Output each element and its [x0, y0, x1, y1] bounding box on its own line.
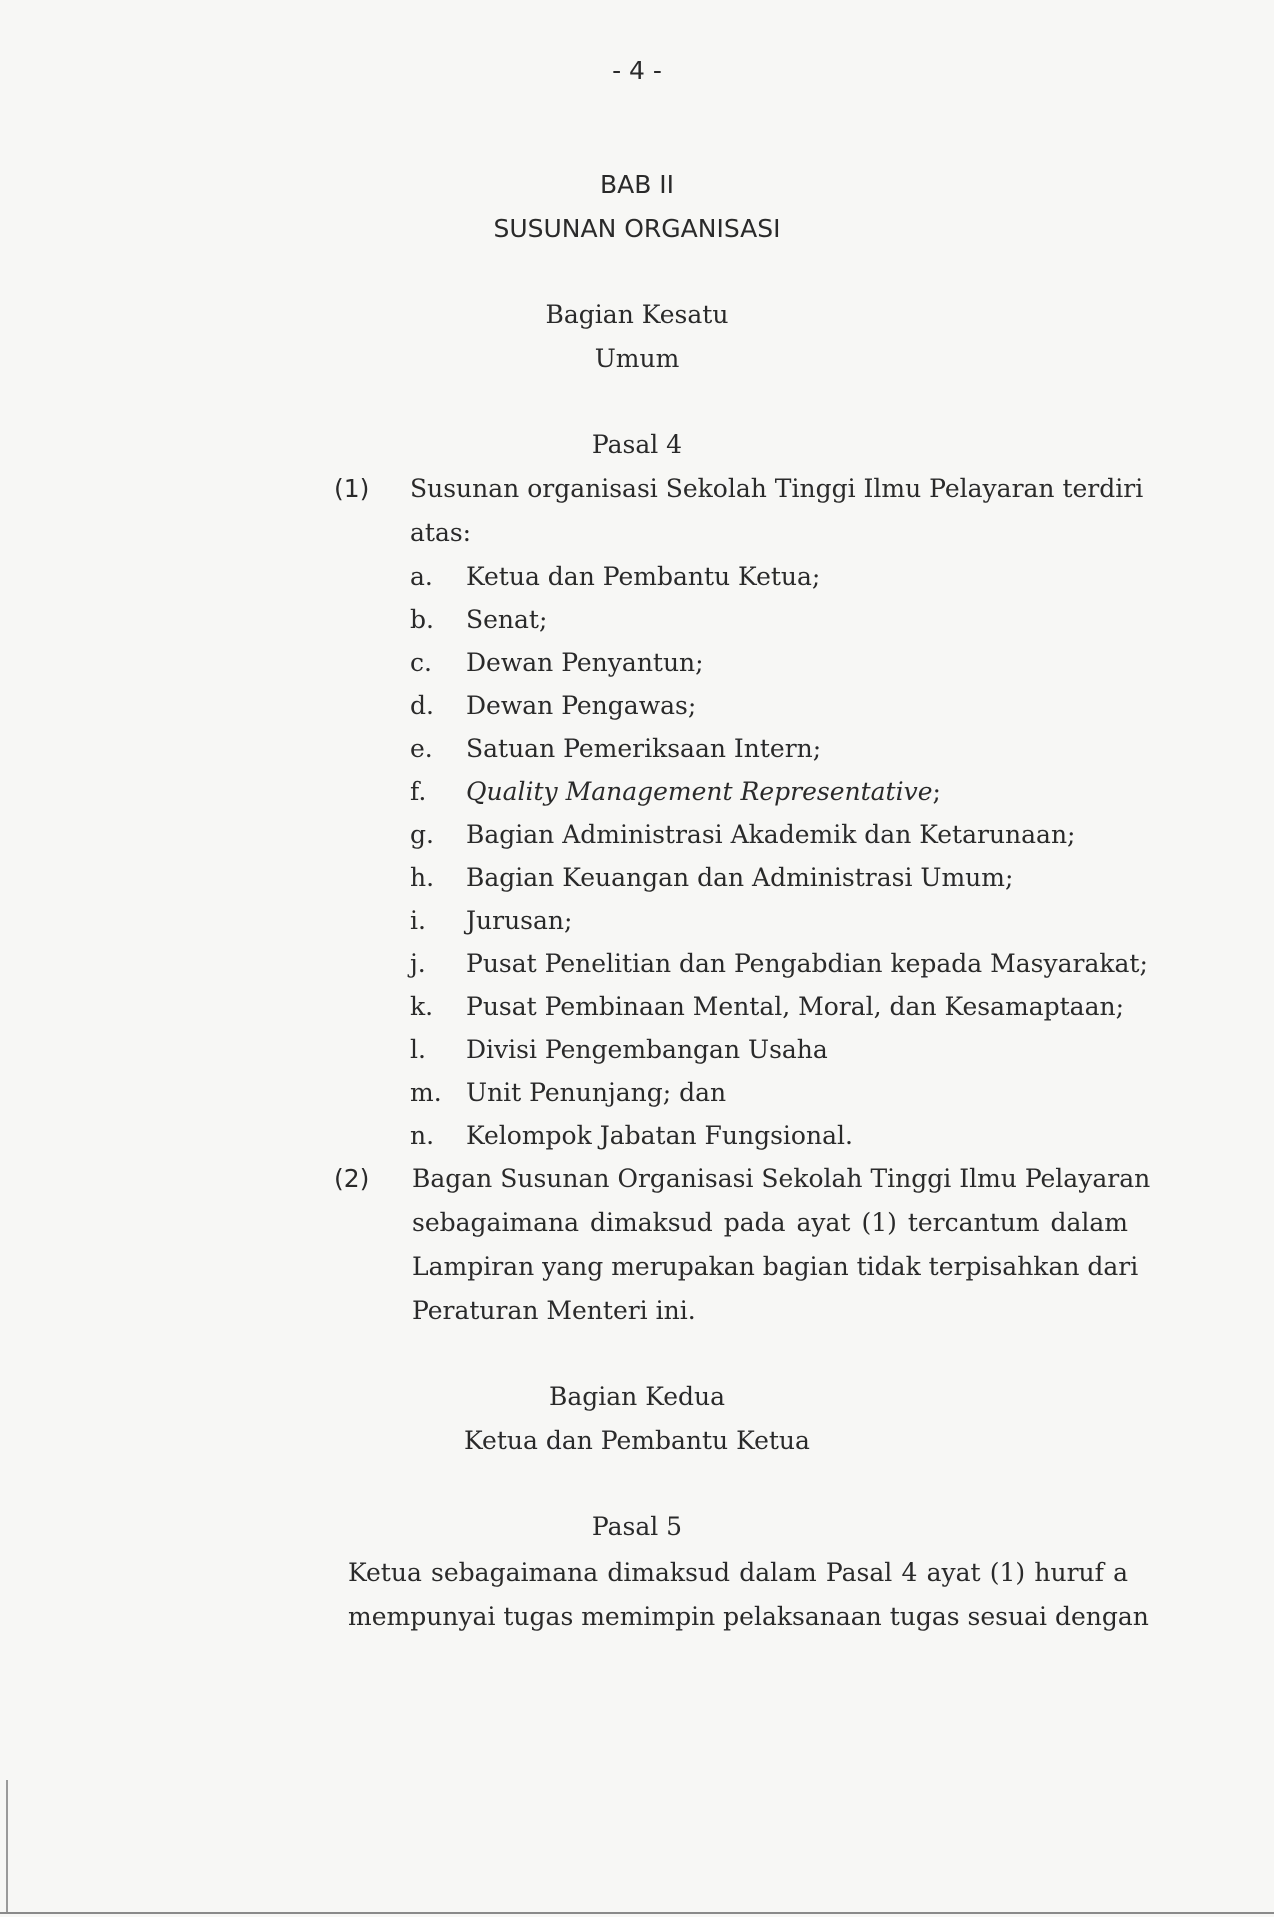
list-item: Pusat Penelitian dan Pengabdian kepada Masyarakat;: [466, 949, 1148, 978]
list-item: [466, 777, 941, 807]
list-item: Bagian Administrasi Akademik dan Ketarunaan;: [466, 820, 1076, 849]
list-letter: i.: [410, 906, 426, 935]
page-number: - 4 -: [612, 56, 662, 85]
list-letter: g.: [410, 820, 434, 849]
list-item: Senat;: [466, 605, 548, 634]
paragraph-text: sebagaimana dimaksud pada ayat (1) tercantum dalam: [412, 1208, 1128, 1237]
list-item: Pusat Pembinaan Mental, Moral, dan Kesamaptaan;: [466, 992, 1125, 1021]
list-letter: e.: [410, 734, 433, 763]
paragraph-text: Peraturan Menteri ini.: [412, 1296, 696, 1325]
list-letter: f.: [410, 777, 427, 806]
list-item: Bagian Keuangan dan Administrasi Umum;: [466, 863, 1014, 892]
list-letter: b.: [410, 605, 434, 634]
list-letter: a.: [410, 562, 433, 591]
list-item: Kelompok Jabatan Fungsional.: [466, 1121, 853, 1150]
list-item-punctuation: ;: [932, 777, 941, 806]
list-letter: n.: [410, 1121, 435, 1150]
list-letter: k.: [410, 992, 434, 1021]
list-item: Jurusan;: [466, 906, 573, 935]
section-title: Ketua dan Pembantu Ketua: [464, 1426, 810, 1455]
list-item-italic: Quality Management Representative: [466, 777, 933, 806]
section-title: Umum: [594, 344, 680, 373]
scan-edge: [0, 1912, 1274, 1914]
article-title: Pasal 4: [591, 430, 683, 459]
paragraph-text: Susunan organisasi Sekolah Tinggi Ilmu Pelayaran terdiri: [410, 474, 1144, 503]
list-letter: j.: [410, 949, 426, 978]
chapter-title: SUSUNAN ORGANISASI: [493, 214, 781, 243]
paragraph-text: Bagan Susunan Organisasi Sekolah Tinggi Ilmu Pelayaran: [412, 1164, 1151, 1193]
section-label: Bagian Kedua: [548, 1382, 726, 1411]
paragraph-text: Lampiran yang merupakan bagian tidak terpisahkan dari: [412, 1252, 1139, 1281]
list-item: Dewan Penyantun;: [466, 648, 704, 677]
article-title: Pasal 5: [591, 1512, 683, 1541]
paragraph-number: (2): [334, 1164, 370, 1193]
paragraph-text: atas:: [410, 518, 472, 547]
scan-edge: [6, 1780, 8, 1912]
list-letter: l.: [410, 1035, 426, 1064]
paragraph-text: mempunyai tugas memimpin pelaksanaan tugas sesuai dengan: [348, 1602, 1149, 1631]
list-item: Divisi Pengembangan Usaha: [466, 1035, 828, 1064]
list-item: Satuan Pemeriksaan Intern;: [466, 734, 822, 763]
list-letter: h.: [410, 863, 435, 892]
list-letter: m.: [410, 1078, 442, 1107]
paragraph-number: (1): [334, 474, 370, 503]
list-item: Unit Penunjang; dan: [466, 1078, 727, 1107]
list-item: Ketua dan Pembantu Ketua;: [466, 562, 821, 591]
list-letter: c.: [410, 648, 432, 677]
paragraph-text: Ketua sebagaimana dimaksud dalam Pasal 4 ayat (1) huruf a: [348, 1558, 1128, 1587]
section-label: Bagian Kesatu: [545, 300, 729, 329]
list-letter: d.: [410, 691, 434, 720]
list-item: Dewan Pengawas;: [466, 691, 697, 720]
chapter-number: BAB II: [599, 170, 675, 199]
